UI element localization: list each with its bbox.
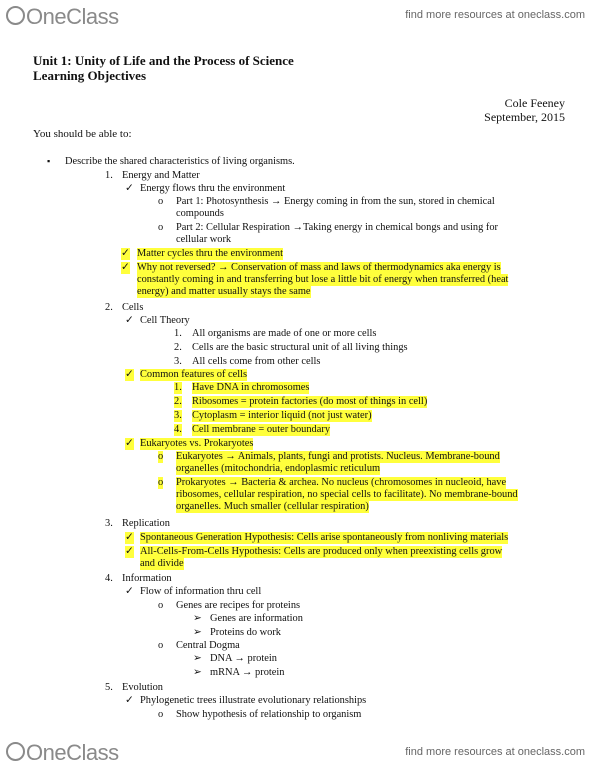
arrow-bullet-icon: ➢ — [193, 667, 202, 678]
circle-bullet-icon: o — [158, 222, 164, 233]
list-item: All cells come from other cells — [192, 356, 321, 367]
list-item: Flow of information thru cell — [140, 586, 262, 597]
page-subtitle: Learning Objectives — [33, 68, 147, 83]
item-number: 3. — [174, 356, 182, 367]
list-item: mRNA → protein — [210, 667, 285, 678]
circle-bullet-icon: o — [158, 709, 164, 720]
highlighted-item: All-Cells-From-Cells Hypothesis: Cells are produced only when preexisting cells grow — [140, 546, 503, 557]
check-icon: ✓ — [125, 586, 134, 597]
list-item: Genes are information — [210, 613, 303, 624]
highlighted-item: Cell membrane = outer boundary — [192, 424, 331, 435]
list-item-continued: compounds — [176, 208, 224, 219]
section-heading: Information — [122, 573, 172, 584]
document-date: September, 2015 — [484, 110, 565, 124]
list-item: DNA → protein — [210, 653, 277, 664]
check-icon: ✓ — [125, 315, 134, 326]
arrow-bullet-icon: ➢ — [193, 613, 202, 624]
highlighted-item: Eukaryotes vs. Prokaryotes — [140, 438, 254, 449]
author-name: Cole Feeney — [504, 96, 565, 110]
item-number: 3. — [174, 410, 182, 421]
list-item: Proteins do work — [210, 627, 281, 638]
highlighted-item: Spontaneous Generation Hypothesis: Cells arise spontaneously from nonliving materials — [140, 532, 509, 543]
resources-link[interactable]: find more resources at oneclass.com — [405, 746, 585, 758]
list-item: Cell Theory — [140, 315, 190, 326]
list-item: Phylogenetic trees illustrate evolutionary relationships — [140, 695, 367, 706]
highlighted-item: Cytoplasm = interior liquid (not just water) — [192, 410, 372, 421]
circle-bullet-icon: o — [158, 600, 164, 611]
highlighted-item-continued: constantly coming in and transferring but lose a little bit of energy when transferred (heat — [137, 274, 509, 285]
oneclass-logo[interactable]: OneClass — [6, 740, 119, 766]
check-icon: ✓ — [125, 183, 134, 194]
intro-text: You should be able to: — [33, 128, 132, 140]
section-heading: Replication — [122, 518, 170, 529]
check-icon: ✓ — [121, 248, 130, 259]
section-number: 2. — [105, 302, 113, 313]
highlighted-item-continued: organelles (mitochondria, endoplasmic reticulum — [176, 463, 381, 474]
circle-bullet-icon: o — [158, 477, 164, 488]
highlighted-item: Why not reversed? → Conservation of mass and laws of thermodynamics aka energy is — [137, 262, 501, 273]
check-icon: ✓ — [125, 546, 134, 557]
check-icon: ✓ — [125, 438, 134, 449]
list-item: Part 2: Cellular Respiration →Taking energy in chemical bongs and using for — [176, 222, 498, 233]
highlighted-item: Matter cycles thru the environment — [137, 248, 283, 259]
list-item: All organisms are made of one or more cells — [192, 328, 377, 339]
highlighted-item-continued: ribosomes, cellular respiration, no special cells to facilitate). No membrane-bound — [176, 489, 518, 500]
circle-bullet-icon: o — [158, 451, 164, 462]
highlighted-item: Have DNA in chromosomes — [192, 382, 310, 393]
section-heading: Energy and Matter — [122, 170, 200, 181]
highlighted-item: Ribosomes = protein factories (do most of things in cell) — [192, 396, 428, 407]
check-icon: ✓ — [125, 369, 134, 380]
list-item: Cells are the basic structural unit of all living things — [192, 342, 408, 353]
section-heading: Evolution — [122, 682, 163, 693]
section-number: 3. — [105, 518, 113, 529]
circle-bullet-icon: o — [158, 640, 164, 651]
item-number: 4. — [174, 424, 182, 435]
page-header — [0, 0, 595, 32]
square-bullet-icon: ▪ — [47, 156, 51, 166]
circle-bullet-icon: o — [158, 196, 164, 207]
list-item: Energy flows thru the environment — [140, 183, 286, 194]
highlighted-item-continued: organelles. Much smaller (cellular respiration) — [176, 501, 369, 512]
section-number: 1. — [105, 170, 113, 181]
item-number: 1. — [174, 328, 182, 339]
list-item: Show hypothesis of relationship to organism — [176, 709, 362, 720]
page-footer — [0, 738, 595, 770]
highlighted-item-continued: and divide — [140, 558, 184, 569]
list-item: Central Dogma — [176, 640, 240, 651]
arrow-bullet-icon: ➢ — [193, 627, 202, 638]
list-item: Genes are recipes for proteins — [176, 600, 301, 611]
list-item: Part 1: Photosynthesis → Energy coming in from the sun, stored in chemical — [176, 196, 495, 207]
check-icon: ✓ — [125, 532, 134, 543]
check-icon: ✓ — [125, 695, 134, 706]
highlighted-item-continued: energy) and matter usually stays the same — [137, 286, 311, 297]
item-number: 1. — [174, 382, 182, 393]
section-number: 5. — [105, 682, 113, 693]
section-heading: Cells — [122, 302, 144, 313]
item-number: 2. — [174, 396, 182, 407]
objective-text: Describe the shared characteristics of living organisms. — [65, 156, 295, 167]
page-title: Unit 1: Unity of Life and the Process of Science — [33, 53, 294, 68]
item-number: 2. — [174, 342, 182, 353]
list-item-continued: cellular work — [176, 234, 232, 245]
resources-link[interactable]: find more resources at oneclass.com — [405, 9, 585, 21]
highlighted-item: Eukaryotes → Animals, plants, fungi and protists. Nucleus. Membrane-bound — [176, 451, 500, 462]
highlighted-item: Common features of cells — [140, 369, 248, 380]
section-number: 4. — [105, 573, 113, 584]
arrow-bullet-icon: ➢ — [193, 653, 202, 664]
check-icon: ✓ — [121, 262, 130, 273]
highlighted-item: Prokaryotes → Bacteria & archea. No nucleus (chromosomes in nucleoid, have — [176, 477, 507, 488]
oneclass-logo[interactable]: OneClass — [6, 4, 119, 30]
